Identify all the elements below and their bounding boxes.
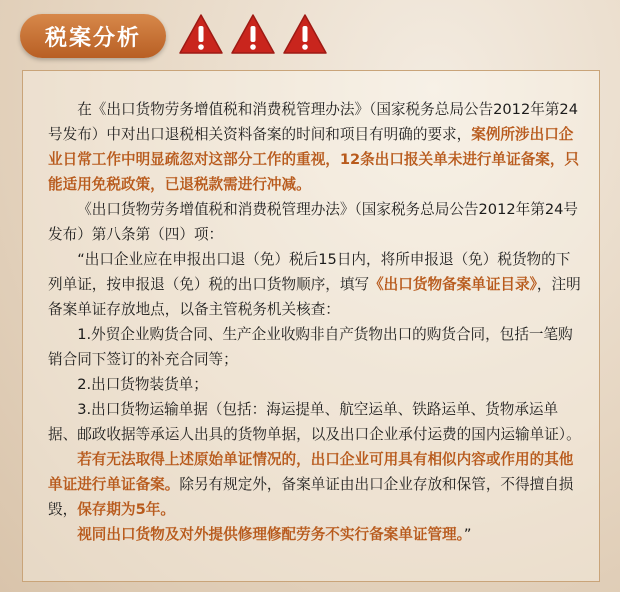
highlight-run: 《出口货物备案单证目录》 xyxy=(369,276,537,293)
text-run: 除另有规定外，备案单证由出口企业存放和保管，不得擅自损毁， xyxy=(48,476,574,518)
highlight-run: 若有无法取得上述原始单证情况的，出口企业可用具有相似内容或作用的其他单证进行单证备案。 xyxy=(48,451,574,493)
text-run: 2.出口货物装货单； xyxy=(77,376,208,393)
paragraph xyxy=(48,197,582,247)
paragraph xyxy=(48,97,582,197)
text-run: ，注明备案单证存放地点，以备主管税务机关核查： xyxy=(48,276,581,318)
warning-triangle-icon xyxy=(178,12,224,56)
text-run: 在《出口货物劳务增值税和消费税管理办法》（国家税务总局公告2012年第24号发布）中对出口退税相关资料备案的时间和项目有明确的要求， xyxy=(48,101,579,143)
text-run: 1.外贸企业购货合同、生产企业收购非自产货物出口的购货合同，包括一笔购销合同下签订的补充合同等； xyxy=(48,326,573,368)
warning-icons xyxy=(178,12,328,56)
paragraph xyxy=(48,522,582,547)
warning-triangle-icon xyxy=(282,12,328,56)
highlight-run: 视同出口货物及对外提供修理修配劳务不实行备案单证管理。 xyxy=(77,526,464,543)
paragraph xyxy=(48,247,582,322)
text-run: “出口企业应在申报出口退（免）税后15日内，将所申报退（免）税货物的下列单证，按申报退（免）税的出口货物顺序，填写 xyxy=(48,251,571,293)
text-run: 《出口货物劳务增值税和消费税管理办法》（国家税务总局公告2012年第24号发布）第八条第（四）项： xyxy=(48,201,579,243)
text-run: ” xyxy=(463,526,472,543)
highlight-run: 保存期为5年。 xyxy=(77,501,175,518)
paragraph xyxy=(48,322,582,372)
paragraph xyxy=(48,372,582,397)
section-title: 税案分析 xyxy=(44,25,141,51)
section-title-badge xyxy=(20,14,166,58)
highlight-run: 案例所涉出口企业日常工作中明显疏忽对这部分工作的重视，12条出口报关单未进行单证备案，只能适用免税政策，已退税款需进行冲减。 xyxy=(48,126,580,193)
paragraph xyxy=(48,397,582,447)
text-run: 3.出口货物运输单据（包括：海运提单、航空运单、铁路运单、货物承运单据、邮政收据等承运人出具的货物单据，以及出口企业承付运费的国内运输单证）。 xyxy=(48,401,581,443)
warning-triangle-icon xyxy=(230,12,276,56)
article-body xyxy=(48,97,582,547)
paragraph xyxy=(48,447,582,522)
